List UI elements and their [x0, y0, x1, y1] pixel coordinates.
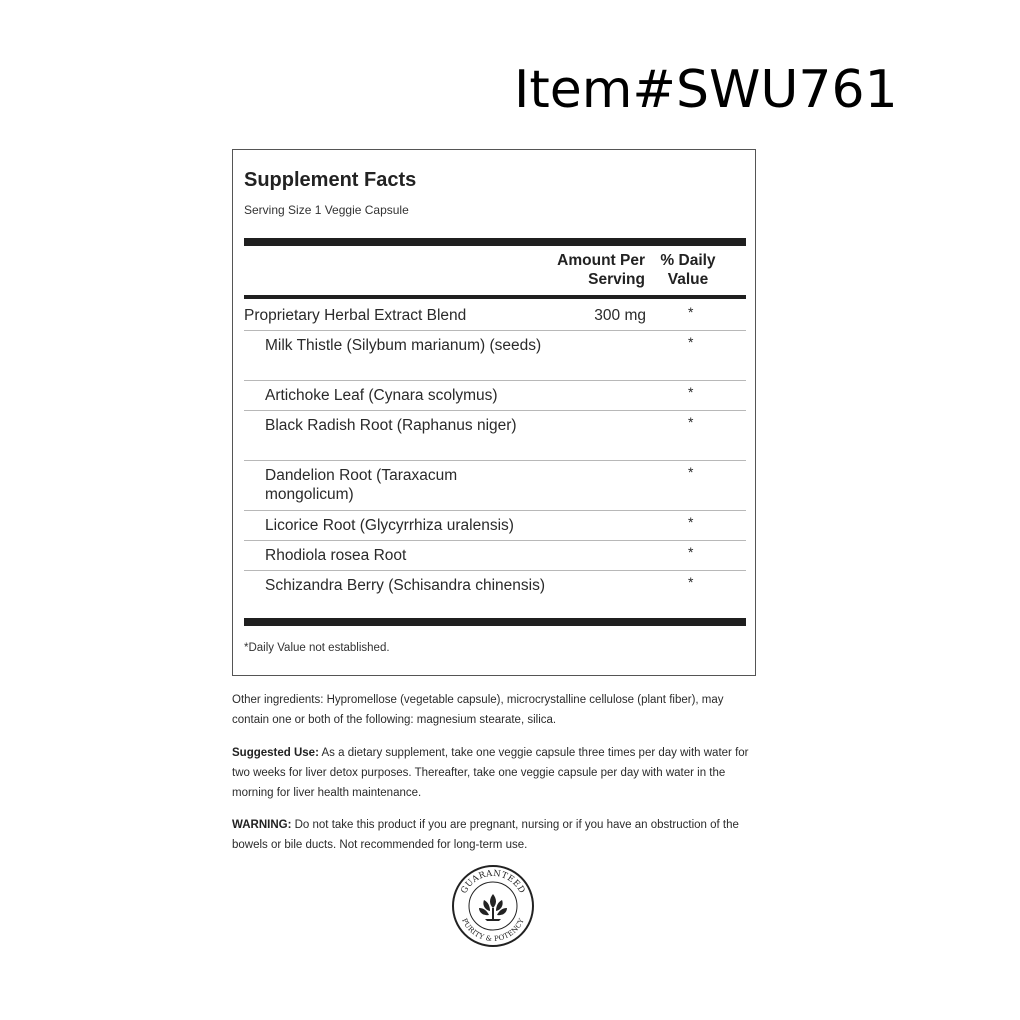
daily-value-mark: * [688, 514, 694, 530]
daily-value-mark: * [688, 544, 694, 560]
warning-text: Do not take this product if you are pregnant, nursing or if you have an obstruction of the bowels or bile ducts. Not recommended for long-term use. [232, 819, 739, 851]
daily-value-mark: * [688, 464, 694, 480]
facts-row [244, 541, 746, 571]
daily-value-mark: * [688, 384, 694, 400]
facts-row [244, 571, 746, 621]
ingredient-name: Rhodiola rosea Root [265, 547, 407, 564]
facts-row [244, 411, 746, 461]
suggested-use-label: Suggested Use: [232, 747, 319, 759]
suggested-use-text: As a dietary supplement, take one veggie capsule three times per day with water for two weeks for liver detox purposes. Thereafter, take one veggie capsule per day with water in the morning for liver health maintenance. [232, 747, 749, 799]
daily-value-footnote: *Daily Value not established. [244, 642, 390, 654]
daily-value-mark: * [688, 334, 694, 350]
column-header-amount: Amount Per Serving [557, 252, 645, 288]
warning-label: WARNING: [232, 819, 292, 831]
facts-row [244, 461, 746, 511]
ingredient-amount: 300 mg [594, 307, 646, 324]
seal-bottom-text: PURITY & POTENCY [460, 917, 526, 944]
ingredient-name: Licorice Root (Glycyrrhiza uralensis) [265, 517, 514, 534]
facts-row [244, 511, 746, 541]
facts-row [244, 301, 746, 331]
guarantee-seal [451, 864, 535, 948]
ingredient-name: Proprietary Herbal Extract Blend [244, 307, 467, 324]
facts-rows [244, 301, 746, 621]
ingredient-name: Dandelion Root (Taraxacum mongolicum) [265, 467, 458, 503]
ingredient-name: Schizandra Berry (Schisandra chinensis) [265, 577, 545, 594]
bottom-rule [244, 618, 746, 626]
header-rule [244, 295, 746, 299]
facts-row [244, 331, 746, 381]
ingredient-name: Milk Thistle (Silybum marianum) (seeds) [265, 337, 542, 354]
seal-top-text: GUARANTEED [459, 868, 527, 896]
daily-value-mark: * [688, 414, 694, 430]
warning [232, 815, 762, 855]
supplement-facts-panel [232, 149, 756, 676]
other-ingredients: Other ingredients: Hypromellose (vegetable capsule), microcrystalline cellulose (plant fiber), may contain one or both of the following: magnesium stearate, silica. [232, 694, 724, 726]
facts-row [244, 381, 746, 411]
facts-title: Supplement Facts [244, 169, 417, 191]
suggested-use [232, 743, 762, 803]
column-header-daily-value: % Daily Value [660, 252, 716, 288]
item-code: Item#SWU761 [514, 60, 898, 120]
daily-value-mark: * [688, 574, 694, 590]
ingredient-name: Artichoke Leaf (Cynara scolymus) [265, 387, 498, 404]
daily-value-mark: * [688, 304, 694, 320]
top-rule [244, 238, 746, 246]
serving-size: Serving Size 1 Veggie Capsule [244, 203, 409, 217]
ingredient-name: Black Radish Root (Raphanus niger) [265, 417, 517, 434]
